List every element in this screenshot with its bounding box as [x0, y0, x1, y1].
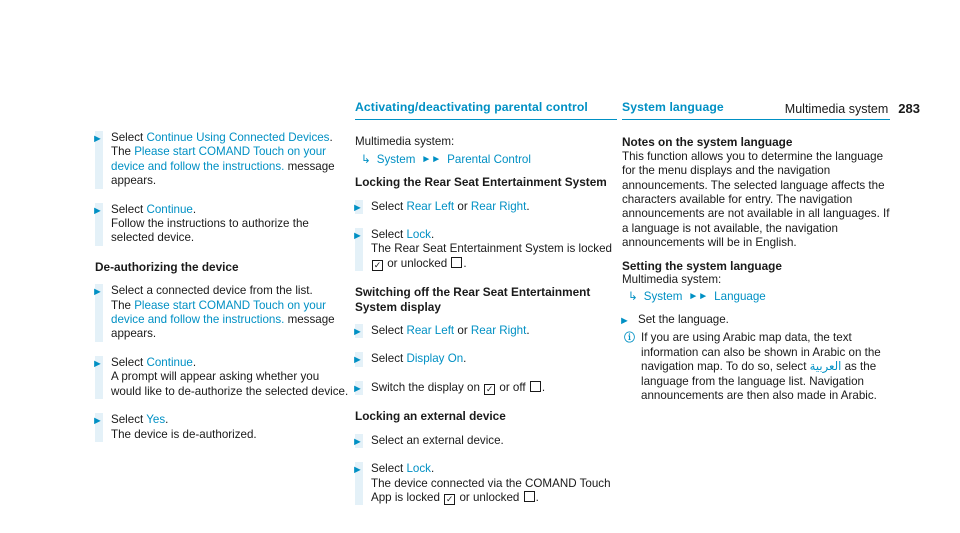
checked-box-icon: ✓	[373, 259, 382, 270]
text: message appears.	[111, 313, 335, 341]
step-arrow-icon: ►	[352, 464, 363, 477]
text: The	[111, 145, 135, 159]
step	[352, 228, 617, 271]
step-text	[111, 356, 350, 399]
menu-option: Continue	[146, 355, 193, 369]
text: If you are using Arabic map data, the text information can also be shown in Arabic on the navigation map. To do so, select	[641, 331, 881, 374]
step	[352, 324, 617, 339]
path-arrow-icon: ↳	[628, 290, 638, 304]
subheading: Switching off the Rear Seat Entertainment System display	[355, 285, 591, 314]
unchecked-box-icon	[530, 381, 541, 392]
menu-option: Lock	[406, 228, 431, 242]
text: Follow the instructions to authorize the selected device.	[111, 217, 309, 245]
text: message appears.	[111, 159, 335, 188]
text: Select	[111, 202, 147, 216]
message-name: Please start COMAND Touch on your device and follow the instructions.	[111, 298, 327, 327]
text: Select	[371, 352, 407, 366]
text: The device connected via the COMAND Touch App is locked	[371, 476, 611, 504]
step	[619, 312, 890, 327]
section-title: Activating/deactivating parental control	[355, 100, 617, 120]
menu-option: Yes	[146, 413, 166, 427]
menu-option: Rear Right	[470, 324, 527, 338]
step-arrow-icon: ►	[619, 314, 630, 327]
step-arrow-icon: ►	[352, 201, 363, 214]
step-text: Select Lock. The Rear Seat Entertainment System is locked ✓ or unlocked .	[371, 228, 613, 270]
step	[92, 284, 350, 342]
step-arrow-icon: ►	[352, 382, 363, 395]
text: .	[192, 355, 197, 369]
column-1	[92, 131, 350, 456]
message-name: Please start COMAND Touch on your device and follow the instructions.	[111, 145, 327, 173]
path-arrow-icon: ↳	[361, 152, 371, 166]
subheading: Notes on the system language	[622, 135, 793, 150]
menu-option: Lock	[406, 462, 431, 476]
step	[92, 355, 350, 399]
path-separator-icon: ►►	[421, 153, 442, 165]
subheading: Locking the Rear Seat Entertainment System	[355, 175, 607, 190]
text: .	[526, 324, 530, 338]
text: Select	[371, 228, 407, 242]
menu-option: Display On	[406, 352, 464, 366]
text: Select an external device.	[371, 433, 504, 447]
section-title: System language	[622, 100, 890, 120]
step-arrow-icon: ►	[352, 230, 363, 243]
text: The device is de-authorized.	[111, 427, 257, 441]
menu-path	[622, 290, 890, 304]
menu-path	[355, 153, 617, 167]
header-title: Multimedia system	[784, 102, 889, 116]
text: Select	[371, 462, 407, 476]
text: Switch the display on	[371, 380, 480, 394]
text: or unlocked	[459, 490, 520, 504]
text: Select	[111, 413, 147, 427]
step	[92, 202, 350, 246]
subheading: De-authorizing the device	[95, 259, 239, 274]
unchecked-box-icon	[451, 257, 462, 268]
text: Select	[371, 324, 407, 338]
subheading: Locking an external device	[355, 409, 506, 424]
text: or off	[499, 380, 526, 394]
step-text: Switch the display on ✓ or off .	[371, 380, 546, 394]
checked-box-icon: ✓	[485, 383, 494, 394]
text: .	[430, 228, 435, 242]
page-number: 283	[898, 101, 920, 116]
step-text	[111, 413, 257, 442]
step-text	[111, 203, 350, 246]
step	[352, 380, 617, 395]
menu-option: Rear Left	[406, 324, 455, 338]
unchecked-box-icon	[524, 491, 535, 502]
intro-text: Multimedia system:	[355, 135, 455, 149]
path-item: Parental Control	[447, 152, 531, 166]
step-text: Select Lock. The device connected via the COMAND Touch App is locked ✓ or unlocked .	[371, 462, 611, 504]
step	[92, 131, 350, 189]
intro-text: Multimedia system:	[622, 273, 722, 287]
step-arrow-icon: ►	[92, 415, 103, 428]
path-item: Language	[714, 290, 766, 304]
checked-box-icon: ✓	[445, 493, 454, 504]
menu-option: Rear Right	[470, 199, 527, 213]
step-text	[371, 352, 466, 366]
text: Select	[111, 355, 147, 369]
text: .	[165, 413, 169, 427]
text: or	[454, 324, 471, 338]
path-item: System	[376, 152, 416, 166]
text: The	[111, 298, 135, 312]
path-item: System	[643, 290, 683, 304]
text: Select a connected device from the list.	[111, 284, 313, 298]
text: .	[192, 202, 197, 216]
info-icon: ⓘ	[624, 332, 635, 345]
notes-paragraph: This function allows you to determine the language for the menu displays and the navigation announcements. The selected language affects the characters available for entry. The navigation announcements are not available in all languages. If a language is not available, the navigation announcements will be in English.	[622, 149, 890, 250]
step	[352, 462, 617, 505]
step-text: Set the language.	[638, 312, 729, 326]
text: Select	[371, 199, 407, 213]
column-3	[619, 100, 890, 403]
step	[352, 352, 617, 367]
text: or	[454, 199, 471, 213]
info-text	[641, 331, 890, 403]
text: The Rear Seat Entertainment System is locked	[371, 242, 613, 256]
step	[352, 433, 617, 448]
text: A prompt will appear asking whether you would like to de-authorize the selected device.	[111, 370, 349, 398]
text: .	[329, 131, 333, 144]
text: .	[526, 199, 530, 213]
step-text	[371, 324, 530, 338]
step-arrow-icon: ►	[92, 357, 103, 370]
step-arrow-icon: ►	[92, 133, 103, 145]
step	[92, 413, 350, 442]
step-arrow-icon: ►	[352, 435, 363, 448]
text: as the language from the language list. Navigation announcements are then also made in Arabic.	[641, 360, 877, 402]
info-note	[622, 331, 890, 403]
text: Select	[111, 131, 147, 144]
step-arrow-icon: ►	[92, 286, 103, 299]
subheading: Setting the system language	[622, 258, 782, 273]
text: .	[463, 352, 467, 366]
step-arrow-icon: ►	[92, 204, 103, 217]
menu-option: Continue	[146, 202, 193, 216]
step-text	[111, 284, 350, 342]
step	[352, 199, 617, 214]
step-arrow-icon: ►	[352, 326, 363, 339]
menu-option: Rear Left	[406, 199, 455, 213]
text: or unlocked	[387, 256, 448, 270]
menu-option: Continue Using Connected Devices	[146, 131, 330, 144]
path-separator-icon: ►►	[688, 291, 709, 303]
text: .	[430, 462, 435, 476]
column-2	[352, 100, 617, 519]
language-option: العربية	[809, 360, 842, 374]
step-text	[371, 200, 530, 214]
step-text	[371, 434, 504, 448]
step-text	[111, 131, 350, 189]
step-arrow-icon: ►	[352, 354, 363, 367]
